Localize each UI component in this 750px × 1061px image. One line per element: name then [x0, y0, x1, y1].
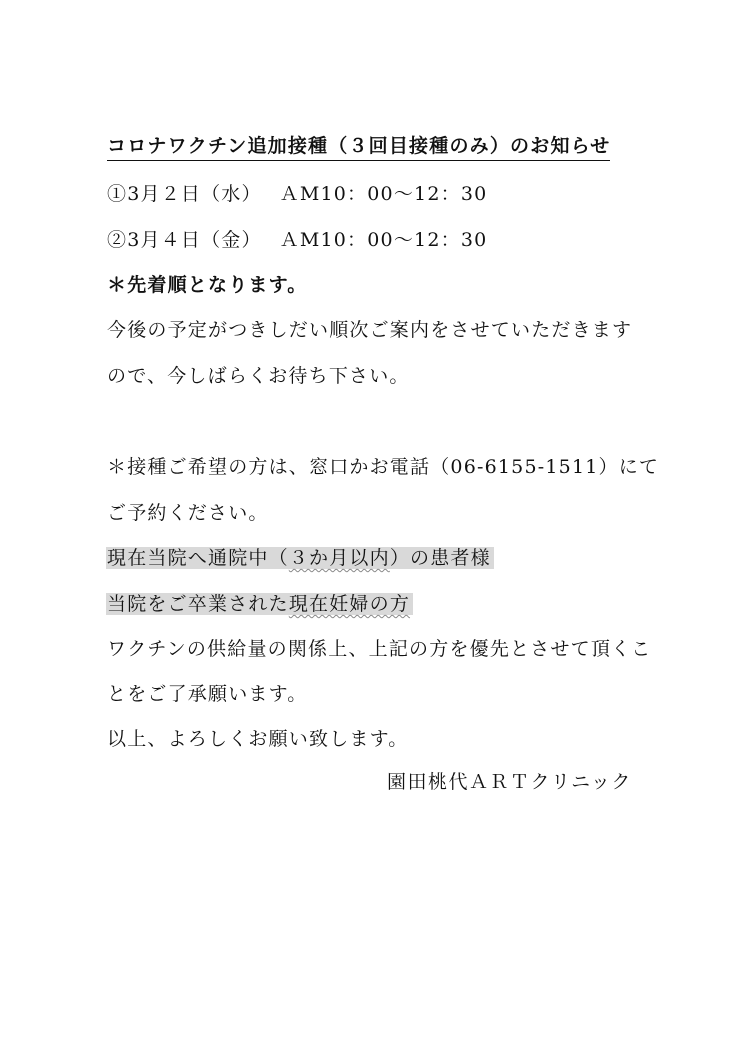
priority-reason-line-2: とをご了承願います。 — [107, 683, 308, 705]
priority-group-1-text — [106, 547, 494, 569]
priority-group-1-period: ３か月以内 — [288, 547, 390, 569]
priority-group-2-target: 現在妊婦の方 — [288, 593, 411, 615]
reservation-line-2: ご予約ください。 — [107, 502, 269, 524]
schedule-date-1: ①3月２日（水） ＡM10：00～12：30 — [107, 183, 488, 205]
priority-group-2-text — [106, 593, 413, 615]
priority-group-1-suffix: ）の患者様 — [389, 547, 491, 569]
first-come-note: ＊先着順となります。 — [107, 274, 308, 296]
reservation-line-1: ＊接種ご希望の方は、窓口かお電話（06-6155-1511）にて — [107, 456, 660, 478]
priority-group-1 — [107, 544, 494, 572]
schedule-info-line-1: 今後の予定がつきしだい順次ご案内をさせていただきます — [107, 319, 633, 341]
closing-line: 以上、よろしくお願い致します。 — [107, 728, 409, 750]
priority-group-1-prefix: 現在当院へ通院中（ — [107, 547, 289, 569]
schedule-date-2: ②3月４日（金） ＡM10：00～12：30 — [107, 229, 488, 251]
clinic-signature: 園田桃代ＡＲＴクリニック — [387, 771, 632, 793]
priority-group-2 — [107, 590, 413, 618]
schedule-info-line-2: ので、今しばらくお待ち下さい。 — [107, 365, 410, 387]
priority-group-2-prefix: 当院をご卒業された — [107, 593, 289, 615]
priority-reason-line-1: ワクチンの供給量の関係上、上記の方を優先とさせて頂くこ — [107, 638, 652, 660]
notice-title: コロナワクチン追加接種（３回目接種のみ）のお知らせ — [107, 133, 610, 161]
